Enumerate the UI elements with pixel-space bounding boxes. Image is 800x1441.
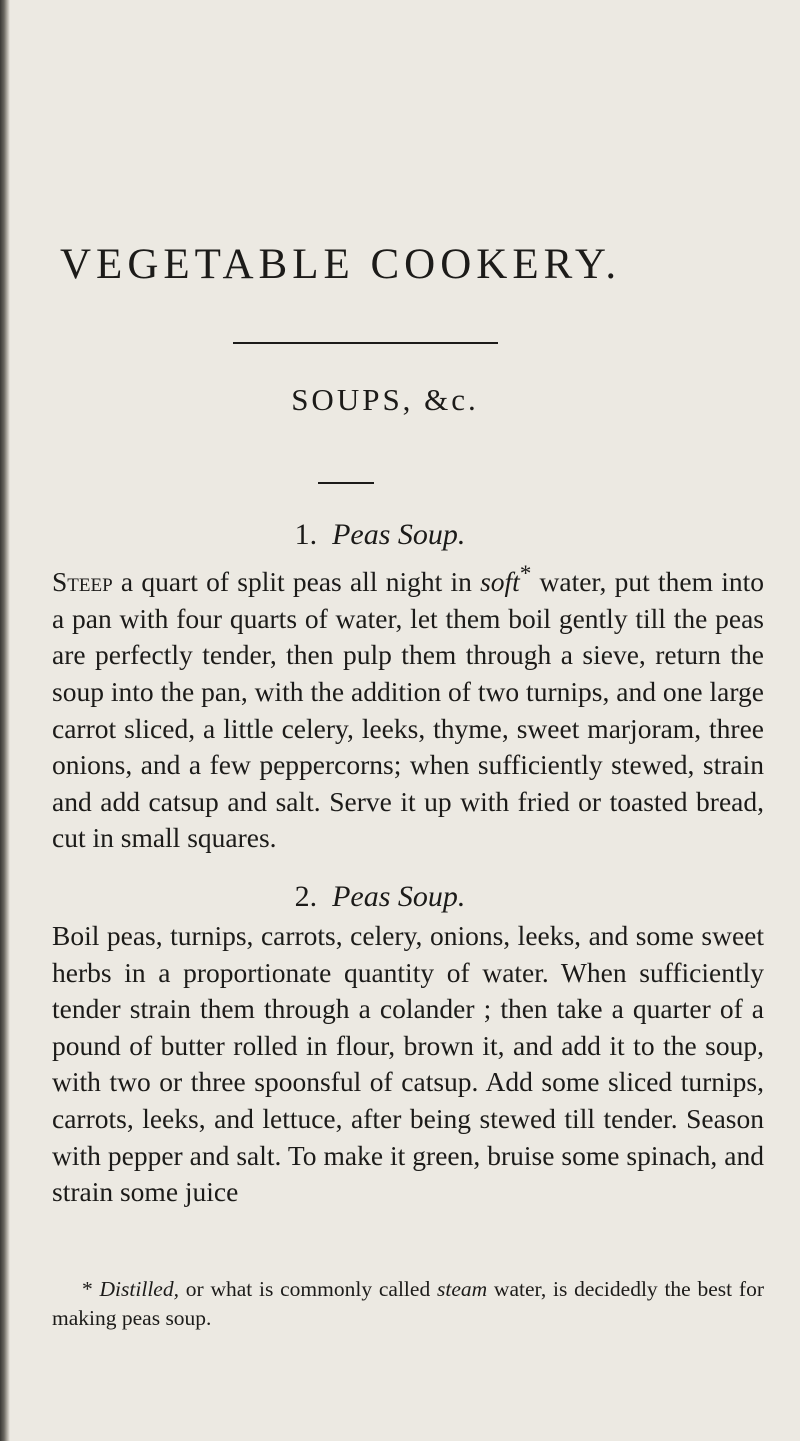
recipe-title: Peas Soup. [332, 518, 466, 551]
footnote-italic-word: steam [436, 1277, 488, 1301]
footnote [52, 1275, 764, 1333]
footnote-reference: * [519, 561, 532, 586]
text-segment: water, put them into a pan with four quarts of water, let them boil gently till the peas are perfectly tender, then pulp them through a sieve, return the soup into the pan, with the addition of two turnips, and one large carrot sliced, a little celery, leeks, thyme, sweet marjoram, three onions, and a few peppercorns; when sufficiently stewed, strain and add catsup and salt. Serve it up with fried or toasted bread, cut in small squares. [52, 566, 764, 854]
text-segment: a quart of split peas all night in [112, 566, 481, 598]
footnote-text: water, is decidedly the best for making peas soup. [52, 1277, 764, 1330]
recipe-number: 2. [294, 880, 318, 913]
footnote-text: or what is commonly called [178, 1277, 437, 1301]
footnote-mark: * [82, 1277, 93, 1301]
recipe-number: 1. [294, 518, 318, 551]
section-title: SOUPS, &c. [291, 382, 479, 417]
emphasis-word: soft [480, 566, 520, 598]
recipe-heading-1 [0, 518, 800, 552]
title-divider [233, 342, 498, 344]
lead-word: Steep [52, 566, 113, 598]
recipe-title: Peas Soup. [332, 880, 466, 913]
recipe-text-1 [52, 556, 764, 857]
recipe-heading-2 [0, 880, 800, 914]
section-divider [318, 482, 374, 484]
footnote-italic-lead: Distilled, [99, 1277, 179, 1301]
page-title: VEGETABLE COOKERY. [60, 241, 622, 288]
recipe-text-2: Boil peas, turnips, carrots, celery, onions, leeks, and some sweet herbs in a proportionate quantity of water. When sufficiently tender strain them through a colander ; then take a quarter of a pound of butter rolled in flour, brown it, and add it to the soup, with two or three spoonsful of catsup. Add some sliced turnips, carrots, leeks, and lettuce, after being stewed till tender. Season with pepper and salt. To make it green, bruise some spinach, and strain some juice [52, 920, 764, 1208]
